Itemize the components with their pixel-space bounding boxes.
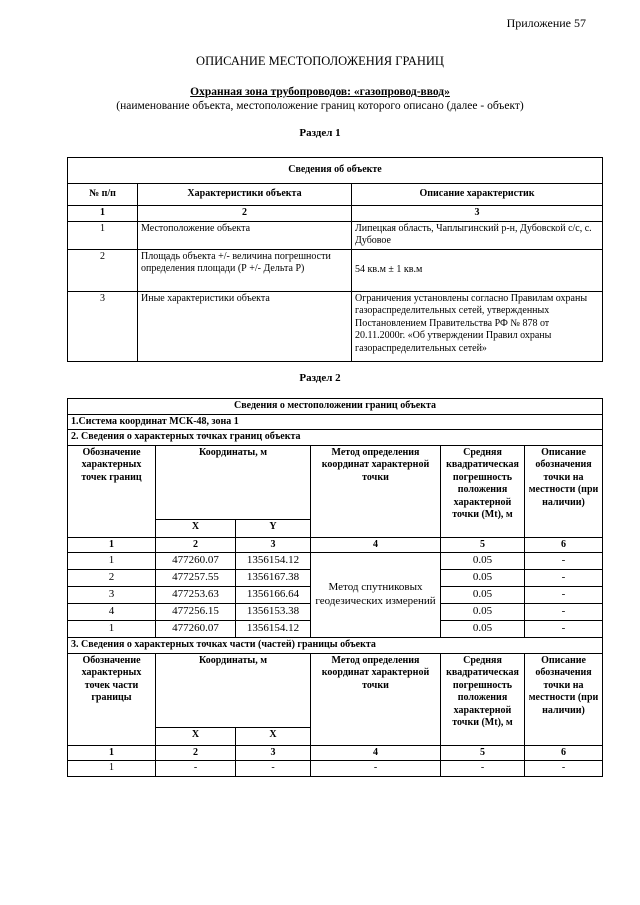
boundary-table xyxy=(67,398,603,777)
header-error: Средняя квадратическая погрешность положения характерной точки (Mt), м xyxy=(441,445,525,537)
index-cell: 1 xyxy=(68,206,138,222)
point-number: 2 xyxy=(68,570,156,587)
object-name: Охранная зона трубопроводов: «газопровод-ввод» xyxy=(190,86,450,98)
point-error: 0.05 xyxy=(441,587,525,604)
section2-title: Раздел 2 xyxy=(299,372,341,384)
header-method: Метод определения координат характерной точки xyxy=(311,445,441,537)
header-point-description: Описание обозначения точки на местности (при наличии) xyxy=(525,445,603,537)
point-number: 4 xyxy=(68,604,156,621)
index-cell: 4 xyxy=(311,537,441,553)
object-info-table xyxy=(67,157,603,362)
object-note: (наименование объекта, местоположение границ которого описано (далее - объект) xyxy=(116,100,524,112)
index-cell: 2 xyxy=(156,537,236,553)
point-x: 477260.07 xyxy=(156,621,236,638)
point-error: 0.05 xyxy=(441,621,525,638)
point-description: - xyxy=(525,621,603,638)
part3-cell: - xyxy=(236,761,311,777)
point-y: 1356154.12 xyxy=(236,621,311,638)
part3-header-point-description: Описание обозначения точки на местности (при наличии) xyxy=(525,653,603,745)
header-coordinates: Координаты, м xyxy=(156,445,311,519)
point-error: 0.05 xyxy=(441,553,525,570)
point-number: 1 xyxy=(68,553,156,570)
index-cell: 3 xyxy=(236,537,311,553)
method-value: Метод спутниковых геодезических измерений xyxy=(311,553,441,638)
index-cell: 5 xyxy=(441,745,525,761)
index-cell: 1 xyxy=(68,537,156,553)
part3-cell: - xyxy=(156,761,236,777)
part3-header-coordinates: Координаты, м xyxy=(156,653,311,727)
index-cell: 2 xyxy=(156,745,236,761)
index-cell: 6 xyxy=(525,537,603,553)
part3-title: 3. Сведения о характерных точках части (частей) границы объекта xyxy=(68,638,603,654)
appendix-label: Приложение 57 xyxy=(506,16,586,30)
part3-header-x: X xyxy=(156,727,236,745)
section1-title: Раздел 1 xyxy=(299,127,341,139)
point-y: 1356154.12 xyxy=(236,553,311,570)
part3-header-error: Средняя квадратическая погрешность положения характерной точки (Mt), м xyxy=(441,653,525,745)
part3-cell: - xyxy=(441,761,525,777)
point-description: - xyxy=(525,570,603,587)
boundary-table-title: Сведения о местоположении границ объекта xyxy=(68,399,603,415)
header-point: Обозначение характерных точек границ xyxy=(68,445,156,537)
index-cell: 4 xyxy=(311,745,441,761)
row-number: 2 xyxy=(68,249,138,291)
part3-header-point: Обозначение характерных точек части границы xyxy=(68,653,156,745)
point-y: 1356153.38 xyxy=(236,604,311,621)
part3-cell: - xyxy=(525,761,603,777)
index-cell: 3 xyxy=(352,206,603,222)
index-cell: 6 xyxy=(525,745,603,761)
point-number: 1 xyxy=(68,621,156,638)
point-x: 477256.15 xyxy=(156,604,236,621)
part2-title: 2. Сведения о характерных точках границ объекта xyxy=(68,430,603,446)
row-characteristic: Иные характеристики объекта xyxy=(138,291,352,361)
index-cell: 3 xyxy=(236,745,311,761)
point-x: 477253.63 xyxy=(156,587,236,604)
point-error: 0.05 xyxy=(441,604,525,621)
row-number: 1 xyxy=(68,221,138,249)
row-value: Ограничения установлены согласно Правилам охраны газораспределительных сетей, утвержденных Постановлением Правительства РФ № 878 от 20.11.2000г. «Об утверждении Правил охраны газораспределительных сетей» xyxy=(352,291,603,361)
document-title: ОПИСАНИЕ МЕСТОПОЛОЖЕНИЯ ГРАНИЦ xyxy=(196,54,444,68)
row-value: Липецкая область, Чаплыгинский р-н, Дубовской с/с, с. Дубовое xyxy=(352,221,603,249)
table-row xyxy=(68,221,603,249)
table-row xyxy=(68,761,603,777)
point-description: - xyxy=(525,604,603,621)
header-characteristics: Характеристики объекта xyxy=(138,184,352,206)
point-number: 3 xyxy=(68,587,156,604)
index-cell: 2 xyxy=(138,206,352,222)
header-description: Описание характеристик xyxy=(352,184,603,206)
table-row xyxy=(68,291,603,361)
row-characteristic: Местоположение объекта xyxy=(138,221,352,249)
part3-header-y: Х xyxy=(236,727,311,745)
point-description: - xyxy=(525,553,603,570)
point-description: - xyxy=(525,587,603,604)
header-number: № п/п xyxy=(68,184,138,206)
object-info-table-title: Сведения об объекте xyxy=(68,158,603,184)
table-row xyxy=(68,553,603,570)
index-cell: 1 xyxy=(68,745,156,761)
header-x: X xyxy=(156,519,236,537)
point-error: 0.05 xyxy=(441,570,525,587)
index-cell: 5 xyxy=(441,537,525,553)
row-value: 54 кв.м ± 1 кв.м xyxy=(352,249,603,291)
row-characteristic: Площадь объекта +/- величина погрешности определения площади (Р +/- Дельта Р) xyxy=(138,249,352,291)
point-x: 477257.55 xyxy=(156,570,236,587)
part3-cell: - xyxy=(311,761,441,777)
point-y: 1356167.38 xyxy=(236,570,311,587)
row-number: 3 xyxy=(68,291,138,361)
point-y: 1356166.64 xyxy=(236,587,311,604)
point-x: 477260.07 xyxy=(156,553,236,570)
header-y: Y xyxy=(236,519,311,537)
table-row xyxy=(68,249,603,291)
part3-header-method: Метод определения координат характерной точки xyxy=(311,653,441,745)
coordinate-system: 1.Система координат МСК-48, зона 1 xyxy=(68,414,603,430)
part3-cell: 1 xyxy=(68,761,156,777)
